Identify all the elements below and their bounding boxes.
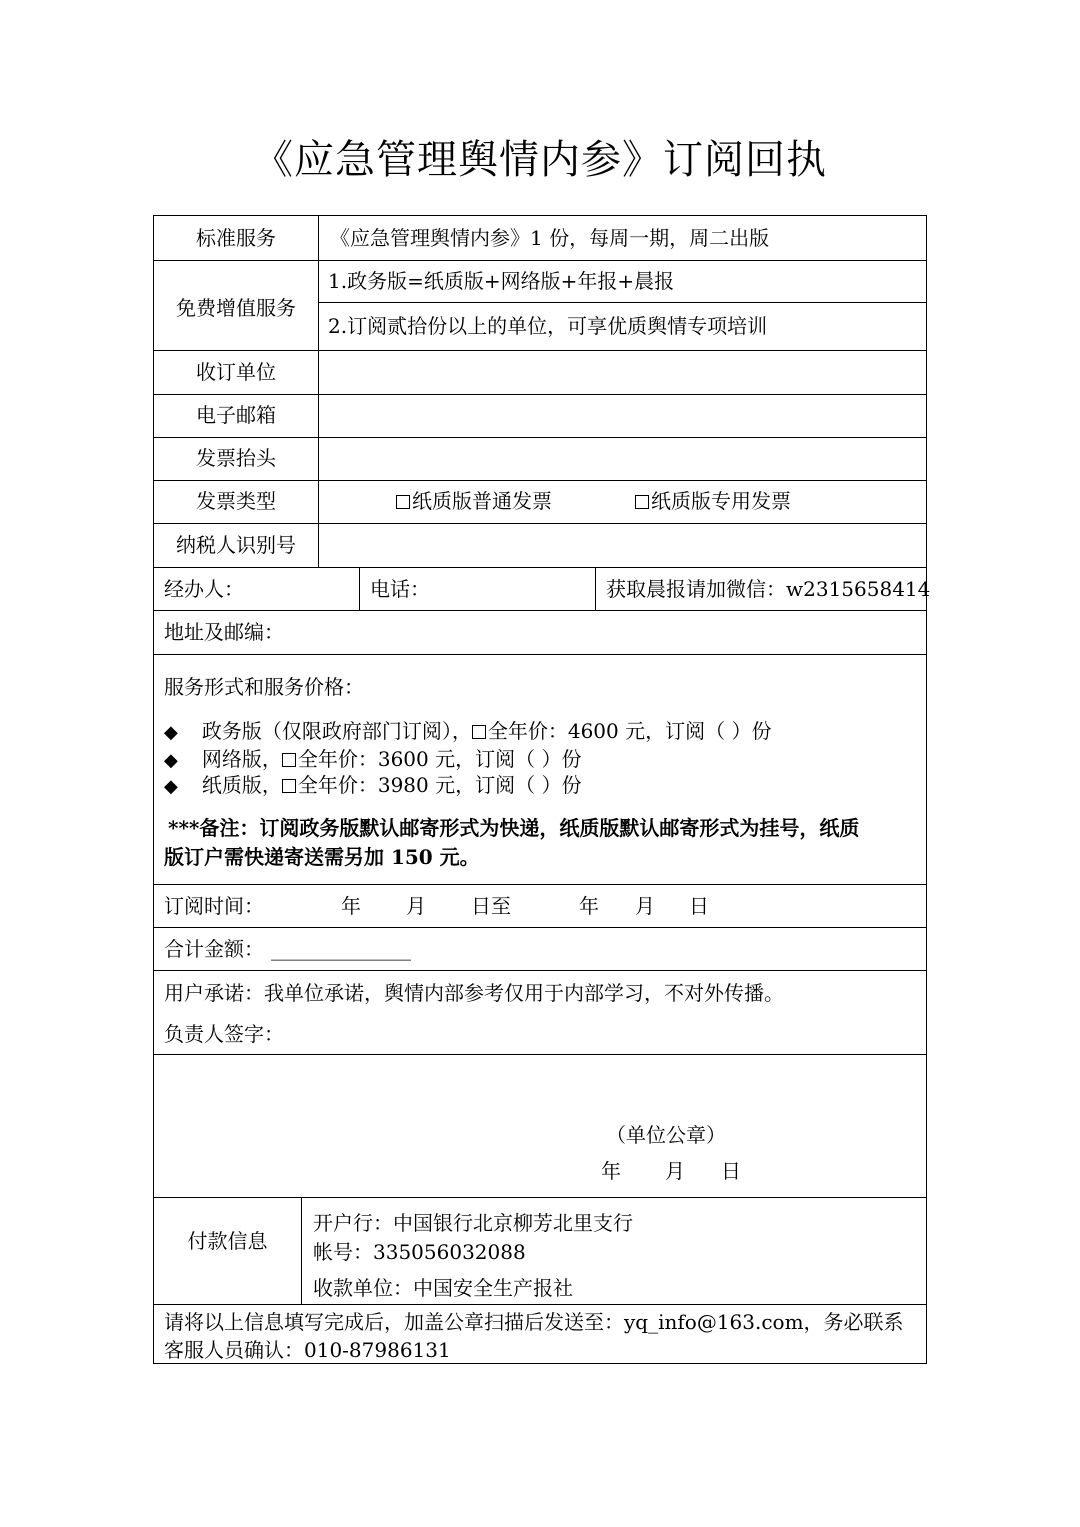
seal-year: 年 [601,1159,621,1183]
seal-label: （单位公章） [606,1123,726,1147]
period-start-year: 年 [341,894,361,918]
seal-month: 月 [665,1159,685,1183]
pricing-gov-prefix: 政务版（仅限政府部门订阅）， [201,719,472,743]
row-divider [154,610,926,611]
column-divider [301,1197,302,1304]
taxpayer-id-label: 纳税人识别号 [176,533,296,557]
free-service-label: 免费增值服务 [176,296,296,320]
email-label: 电子邮箱 [196,403,276,427]
total-label: 合计金额： [164,937,264,961]
payment-label: 付款信息 [187,1229,268,1253]
total-blank[interactable]: ______________ [271,937,411,961]
footer-line-1: 请将以上信息填写完成后，加盖公章扫描后发送至：yq_info@163.com，务必联系 [164,1310,904,1334]
diamond-bullet-icon: ◆ [164,750,178,771]
handler-label: 经办人： [164,577,244,601]
pricing-gov [164,719,771,744]
column-divider [359,567,360,610]
invoice-title-field[interactable] [320,439,924,479]
row-divider [154,350,926,351]
period-end-year: 年 [579,894,599,918]
email-field[interactable] [320,396,924,436]
pricing-paper-price: 全年价：3980 元，订阅（ ）份 [297,773,582,797]
row-divider [154,260,926,261]
row-divider [154,1197,926,1198]
free-service-item-2: 2.订阅贰拾份以上的单位，可享优质舆情专项培训 [328,314,768,338]
period-day-to: 日至 [471,894,511,918]
column-divider [595,567,596,610]
row-divider [154,523,926,524]
diamond-bullet-icon: ◆ [164,776,178,797]
standard-service-label: 标准服务 [196,226,276,250]
phone-label: 电话： [370,577,430,601]
payment-payee: 收款单位：中国安全生产报社 [313,1276,573,1300]
subscription-form [153,215,931,1364]
row-divider [154,394,926,395]
address-label: 地址及邮编： [164,620,284,644]
period-end-day: 日 [689,894,709,918]
period-label: 订阅时间： [164,894,264,918]
row-divider [154,1054,926,1055]
subscriber-label: 收订单位 [196,360,276,384]
taxpayer-id-field[interactable] [320,525,924,566]
checkbox-icon[interactable] [472,725,486,739]
pricing-gov-price: 全年价：4600 元，订阅（ ）份 [487,719,772,743]
row-divider [154,437,926,438]
checkbox-icon[interactable] [635,495,649,509]
checkbox-icon[interactable] [282,753,296,767]
invoice-title-label: 发票抬头 [196,446,276,470]
row-divider [154,927,926,928]
document-title: 《应急管理舆情内参》订阅回执 [253,137,827,183]
row-divider [154,970,926,971]
invoice-type-label: 发票类型 [196,489,276,513]
invoice-option-special[interactable] [635,489,791,513]
row-divider [154,567,926,568]
pricing-net [164,747,581,772]
user-promise: 用户承诺：我单位承诺，舆情内部参考仅用于内部学习，不对外传播。 [164,981,784,1005]
row-divider [154,480,926,481]
free-service-item-1: 1.政务版=纸质版+网络版+年报+晨报 [328,269,675,293]
row-divider [318,302,926,303]
invoice-option-special-label: 纸质版专用发票 [651,489,791,513]
wechat-info: 获取晨报请加微信：w2315658414 [606,577,931,601]
column-divider [318,216,319,567]
signer-label: 负责人签字： [164,1022,284,1046]
pricing-heading: 服务形式和服务价格： [164,675,364,699]
pricing-net-price: 全年价：3600 元，订阅（ ）份 [297,747,582,771]
row-divider [154,654,926,655]
pricing-note-line-2: 版订户需快递寄送需另加 150 元。 [164,845,480,869]
invoice-option-normal-label: 纸质版普通发票 [412,489,552,513]
subscriber-field[interactable] [320,352,924,393]
standard-service-value: 《应急管理舆情内参》1 份，每周一期，周二出版 [330,226,770,250]
payment-account: 帐号：335056032088 [313,1240,526,1264]
checkbox-icon[interactable] [396,495,410,509]
period-end-month: 月 [635,894,655,918]
period-start-month: 月 [406,894,426,918]
row-divider [154,884,926,885]
pricing-note-line-1: ***备注：订阅政务版默认邮寄形式为快递，纸质版默认邮寄形式为挂号，纸质 [168,816,860,840]
pricing-paper-prefix: 纸质版， [201,773,282,797]
seal-day: 日 [721,1159,741,1183]
row-divider [154,1304,926,1305]
payment-bank: 开户行：中国银行北京柳芳北里支行 [313,1211,633,1235]
footer-line-2: 客服人员确认：010-87986131 [164,1338,451,1362]
pricing-paper [164,773,581,798]
invoice-option-normal[interactable] [396,489,552,513]
diamond-bullet-icon: ◆ [164,722,178,743]
checkbox-icon[interactable] [282,779,296,793]
pricing-net-prefix: 网络版， [201,747,282,771]
